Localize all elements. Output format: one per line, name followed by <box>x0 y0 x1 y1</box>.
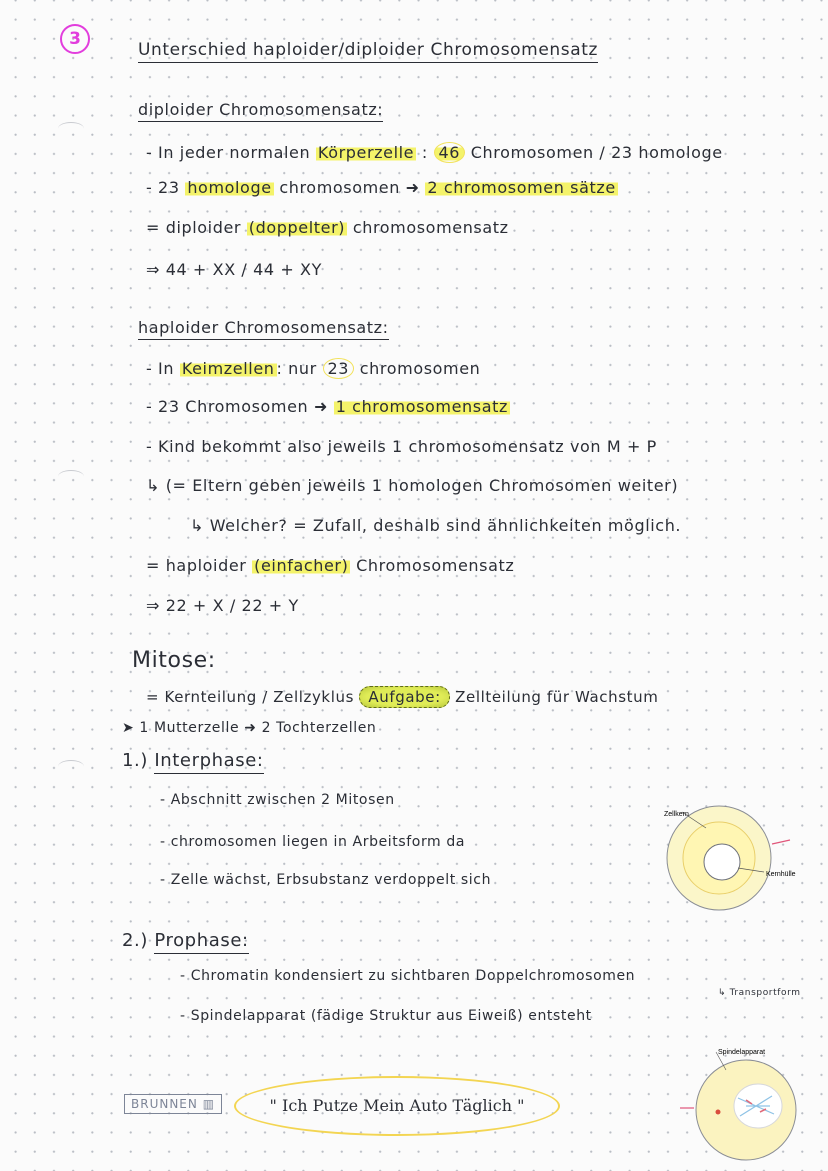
label-spindelapparat: Spindelapparat <box>718 1049 766 1056</box>
interphase-cell-figure <box>646 800 816 920</box>
haploid-heading: haploider Chromosomensatz: <box>138 318 389 340</box>
page-title: Unterschied haploider/diploider Chromosomensatz <box>138 40 598 63</box>
interphase-item-2: - chromosomen liegen in Arbeitsform da <box>160 834 466 850</box>
mitose-line-1: = Kernteilung / Zellzyklus Aufgabe: Zellteilung für Wachstum <box>146 688 659 706</box>
interphase-item-3: - Zelle wächst, Erbsubstanz verdoppelt sich <box>160 872 492 888</box>
haploid-line-5: ↳ Welcher? = Zufall, deshalb sind ähnlichkeiten möglich. <box>190 516 682 535</box>
interphase-item-1: - Abschnitt zwischen 2 Mitosen <box>160 792 395 808</box>
label-kernhuelle: Kernhülle <box>766 871 796 878</box>
haploid-formula: ⇒ 22 + X / 22 + Y <box>146 596 299 615</box>
diploid-heading: diploider Chromosomensatz: <box>138 100 383 122</box>
prophase-cell-figure <box>676 1040 816 1165</box>
mnemonic: " Ich Putze Mein Auto Täglich " <box>234 1076 560 1136</box>
haploid-line-6: = haploider (einfacher) Chromosomensatz <box>146 556 515 575</box>
mitose-line-2: ➤ 1 Mutterzelle ➜ 2 Tochterzellen <box>122 720 377 736</box>
nucleus <box>704 844 740 880</box>
page-number: 3 <box>60 24 90 54</box>
punch-hole <box>58 470 84 483</box>
diploid-line-2: - 23 homologe chromosomen ➜ 2 chromosomen sätze <box>146 178 616 197</box>
haploid-line-4: ↳ (= Eltern geben jeweils 1 homologen Chromosomen weiter) <box>146 476 679 495</box>
punch-hole <box>58 760 84 773</box>
haploid-line-1: - In Keimzellen : nur 23 chromosomen <box>146 359 481 378</box>
prophase-note: ↳ Transportform <box>718 988 801 998</box>
prophase-item-2: - Spindelapparat (fädige Struktur aus Eiweiß) entsteht <box>180 1008 592 1024</box>
arrow <box>772 840 790 844</box>
label-zellkern: Zellkern <box>664 811 689 818</box>
interphase-heading: 1.) Interphase: <box>122 750 264 771</box>
diploid-formula: ⇒ 44 + XX / 44 + XY <box>146 260 322 279</box>
haploid-line-2: - 23 Chromosomen ➜ 1 chromosomensatz <box>146 397 509 416</box>
prophase-item-1: - Chromatin kondensiert zu sichtbaren Doppelchromosomen <box>180 968 636 984</box>
prophase-heading: 2.) Prophase: <box>122 930 249 951</box>
diploid-line-3: = diploider (doppelter) chromosomensatz <box>146 218 509 237</box>
haploid-line-3: - Kind bekommt also jeweils 1 chromosomensatz von M + P <box>146 437 657 456</box>
centrosome <box>716 1110 721 1115</box>
diploid-line-1: - In jeder normalen Körperzelle : 46 Chromosomen / 23 homologe <box>146 143 723 162</box>
brand-logo: BRUNNEN ▥ <box>124 1094 222 1114</box>
aufgabe-badge: Aufgabe: <box>359 686 449 708</box>
punch-hole <box>58 122 84 135</box>
mitose-heading: Mitose: <box>132 648 216 673</box>
